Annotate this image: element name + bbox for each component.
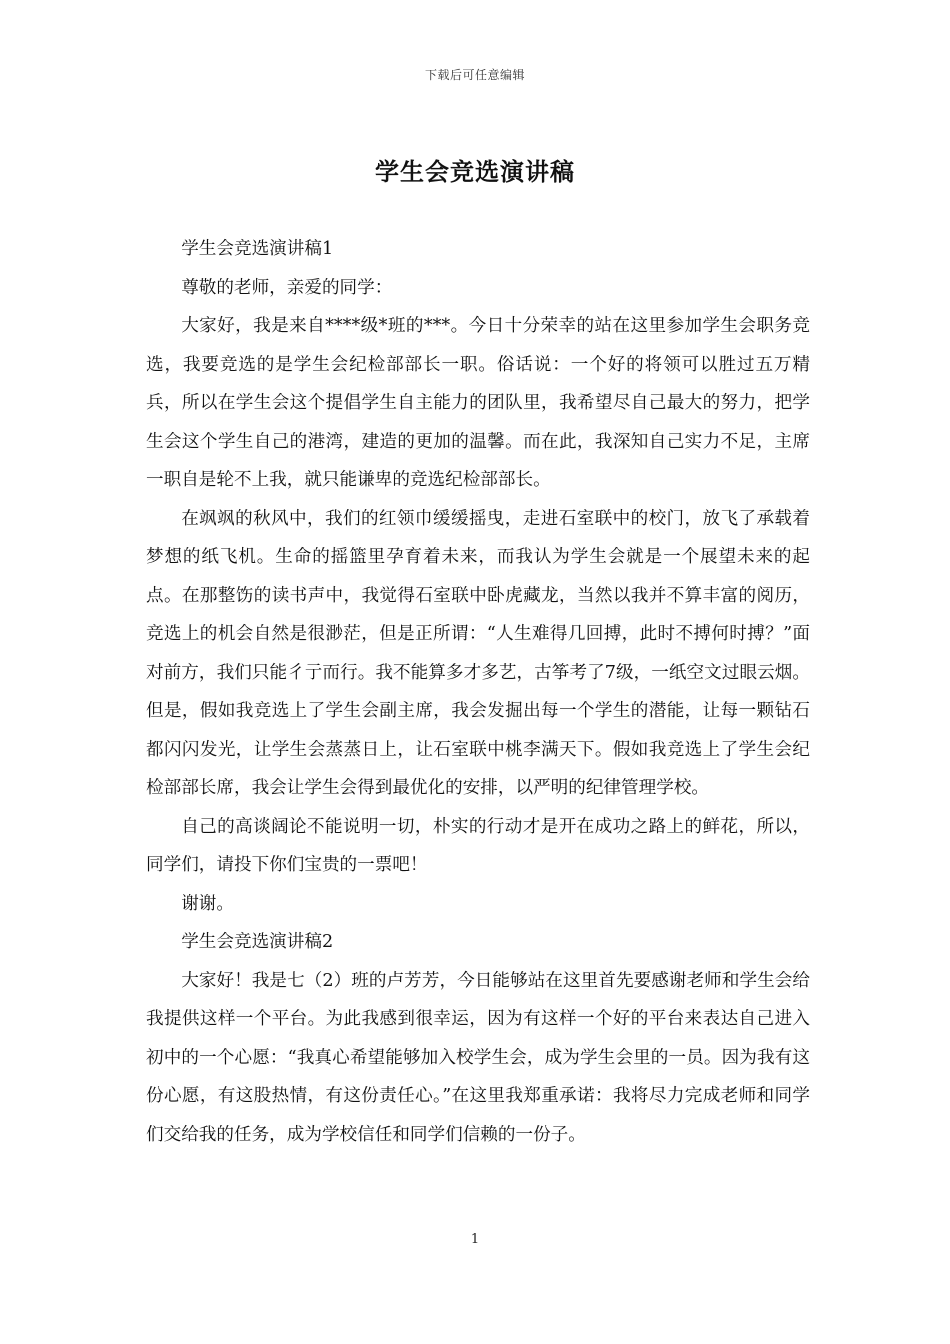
salutation: 尊敬的老师，亲爱的同学： — [181, 277, 393, 298]
section-heading-2: 学生会竞选演讲稿2 — [181, 932, 334, 952]
paragraph: 在飒飒的秋风中，我们的红领巾缓缓摇曳，走进石室联中的校门，放飞了承载着梦想的纸飞机。生命的摇篮里孕育着未来，而我认为学生会就是一个展望未来的起点。在那整饬的读书声中，我觉得石室联中卧虎藏龙，当然以我并不算丰富的阅历，竞选上的机会自然是很渺茫，但是正所谓：“人生难得几回搏，此时不搏何时搏？”面对前方，我们只能彳亍而行。我不能算多才多艺，古筝考了7级，一纸空文过眼云烟。但是，假如我竞选上了学生会副主席，我会发掘出每一个学生的潜能，让每一颗钻石都闪闪发光，让学生会蒸蒸日上，让石室联中桃李满天下。假如我竞选上了学生会纪检部部长席，我会让学生会得到最优化的安排，以严明的纪律管理学校。 — [146, 508, 810, 798]
paragraph: 自己的高谈阔论不能说明一切，朴实的行动才是开在成功之路上的鲜花，所以，同学们，请投下你们宝贵的一票吧！ — [146, 816, 810, 875]
document-body — [146, 230, 810, 1154]
section-heading-1: 学生会竞选演讲稿1 — [181, 239, 334, 259]
document-title: 学生会竞选演讲稿 — [375, 157, 575, 186]
paragraph: 大家好！我是七（2）班的卢芳芳，今日能够站在这里首先要感谢老师和学生会给我提供这样一个平台。为此我感到很幸运，因为有这样一个好的平台来表达自己进入初中的一个心愿：“我真心希望能够加入校学生会，成为学生会里的一员。因为我有这份心愿，有这股热情，有这份责任心。”在这里我郑重承诺：我将尽力完成老师和同学们交给我的任务，成为学校信任和同学们信赖的一份子。 — [146, 970, 810, 1145]
closing: 谢谢。 — [181, 893, 234, 914]
page-number: 1 — [470, 1232, 480, 1247]
header-note: 下载后可任意编辑 — [424, 68, 525, 82]
paragraph: 大家好，我是来自****级*班的***。今日十分荣幸的站在这里参加学生会职务竞选，我要竞选的是学生会纪检部部长一职。俗话说：一个好的将领可以胜过五万精兵，所以在学生会这个提倡学生自主能力的团队里，我希望尽自己最大的努力，把学生会这个学生自己的港湾，建造的更加的温馨。而在此，我深知自己实力不足，主席一职自是轮不上我，就只能谦卑的竞选纪检部部长。 — [146, 316, 810, 490]
